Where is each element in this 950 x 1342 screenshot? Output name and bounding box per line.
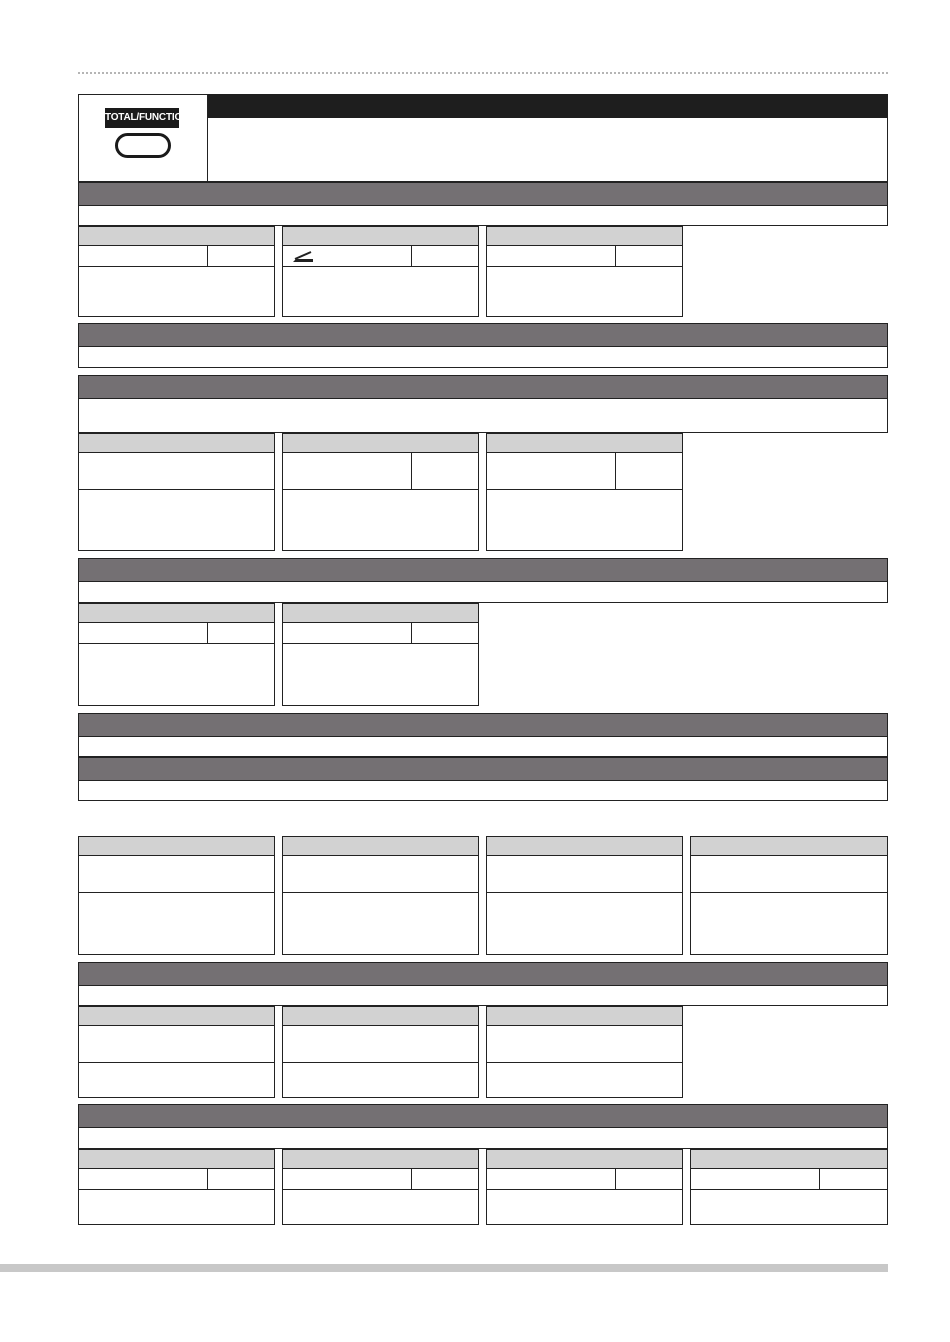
- param-value-9d: [690, 1168, 820, 1190]
- param-desc-7b: [282, 892, 479, 955]
- param-value-8b: [282, 1025, 479, 1063]
- param-desc-9b: [282, 1189, 479, 1225]
- param-value-8c: [486, 1025, 683, 1063]
- section-desc-1: [78, 206, 888, 226]
- param-head-3b: [282, 433, 479, 453]
- param-desc-1c: [486, 266, 683, 317]
- section-desc-8: [78, 986, 888, 1006]
- param-desc-4b: [282, 643, 479, 706]
- param-unit-4a: [207, 622, 275, 644]
- section-desc-2: [78, 347, 888, 368]
- section-bar-8: [78, 962, 888, 986]
- param-desc-1a: [78, 266, 275, 317]
- total-function-label: TOTAL/FUNCTION: [105, 108, 179, 128]
- param-head-1c: [486, 226, 683, 246]
- logo-cell: [78, 94, 208, 182]
- param-value-9a: [78, 1168, 208, 1190]
- param-head-3a: [78, 433, 275, 453]
- param-head-4b: [282, 603, 479, 623]
- header-title-bar: [208, 94, 888, 118]
- param-value-1a: [78, 245, 208, 267]
- param-head-9b: [282, 1149, 479, 1169]
- param-head-1a: [78, 226, 275, 246]
- section-bar-4: [78, 558, 888, 582]
- param-desc-3b: [282, 489, 479, 551]
- param-value-3a: [78, 452, 275, 490]
- param-desc-3a: [78, 489, 275, 551]
- param-value-9c: [486, 1168, 616, 1190]
- param-desc-1b: [282, 266, 479, 317]
- param-desc-9d: [690, 1189, 888, 1225]
- param-unit-9c: [615, 1168, 683, 1190]
- param-unit-3b: [411, 452, 479, 490]
- section-bar-1: [78, 182, 888, 206]
- param-head-9c: [486, 1149, 683, 1169]
- param-value-7c: [486, 855, 683, 893]
- param-head-1b: [282, 226, 479, 246]
- param-unit-4b: [411, 622, 479, 644]
- param-desc-3c: [486, 489, 683, 551]
- param-desc-4a: [78, 643, 275, 706]
- param-value-3b: [282, 452, 412, 490]
- param-unit-1a: [207, 245, 275, 267]
- section-desc-9: [78, 1128, 888, 1149]
- param-head-9a: [78, 1149, 275, 1169]
- param-head-9d: [690, 1149, 888, 1169]
- param-unit-1c: [615, 245, 683, 267]
- param-value-9b: [282, 1168, 412, 1190]
- param-head-7c: [486, 836, 683, 856]
- param-unit-9d: [819, 1168, 888, 1190]
- param-unit-1b: [411, 245, 479, 267]
- section-desc-4: [78, 582, 888, 603]
- section-bar-9: [78, 1104, 888, 1128]
- param-head-8c: [486, 1006, 683, 1026]
- param-desc-7c: [486, 892, 683, 955]
- param-unit-3c: [615, 452, 683, 490]
- section-bar-2: [78, 323, 888, 347]
- param-value-7d: [690, 855, 888, 893]
- param-head-8b: [282, 1006, 479, 1026]
- param-value-4a: [78, 622, 208, 644]
- top-dotted-rule: [78, 72, 888, 74]
- param-desc-8b: [282, 1062, 479, 1098]
- param-desc-8a: [78, 1062, 275, 1098]
- param-value-1c: [486, 245, 616, 267]
- footswitch-button-icon: [115, 133, 171, 158]
- param-value-8a: [78, 1025, 275, 1063]
- param-head-8a: [78, 1006, 275, 1026]
- page-footer-bar: [0, 1264, 888, 1272]
- param-value-7b: [282, 855, 479, 893]
- section-desc-3: [78, 399, 888, 433]
- section-bar-3: [78, 375, 888, 399]
- section-bar-5: [78, 713, 888, 737]
- param-value-7a: [78, 855, 275, 893]
- section-desc-6: [78, 781, 888, 801]
- param-head-7d: [690, 836, 888, 856]
- param-desc-9c: [486, 1189, 683, 1225]
- param-head-7a: [78, 836, 275, 856]
- param-head-3c: [486, 433, 683, 453]
- param-desc-9a: [78, 1189, 275, 1225]
- param-head-4a: [78, 603, 275, 623]
- param-head-7b: [282, 836, 479, 856]
- param-desc-7a: [78, 892, 275, 955]
- param-value-3c: [486, 452, 616, 490]
- param-unit-9b: [411, 1168, 479, 1190]
- section-bar-6: [78, 757, 888, 781]
- param-desc-7d: [690, 892, 888, 955]
- param-desc-8c: [486, 1062, 683, 1098]
- param-value-4b: [282, 622, 412, 644]
- expression-pedal-icon: [292, 251, 314, 263]
- section-desc-5: [78, 737, 888, 757]
- param-unit-9a: [207, 1168, 275, 1190]
